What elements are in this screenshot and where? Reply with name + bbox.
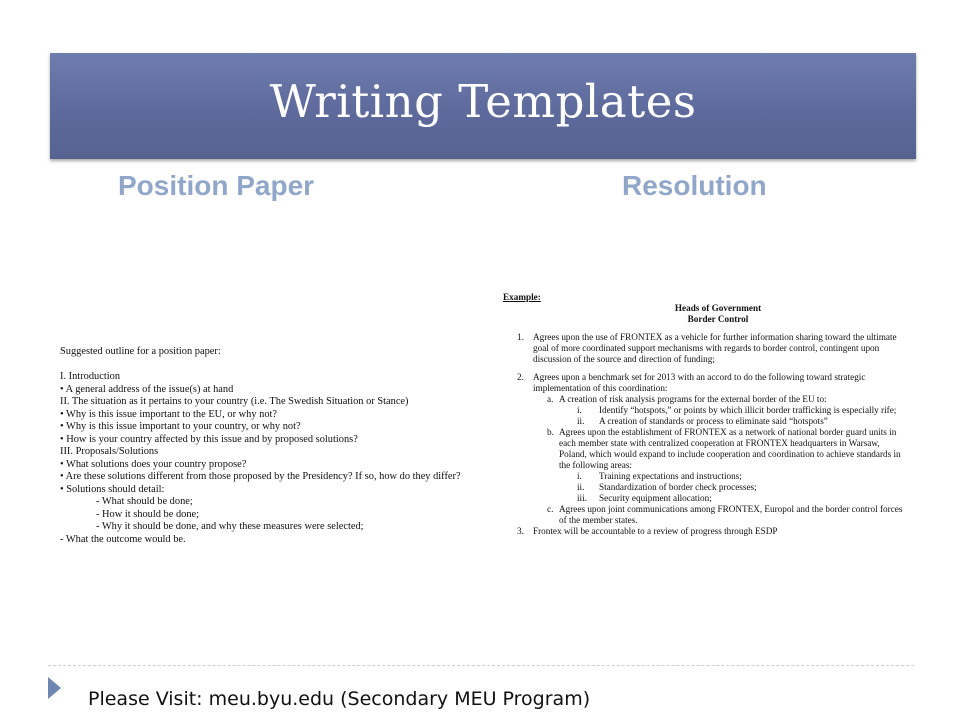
item-number: 3. bbox=[517, 526, 524, 536]
outline-indented-line: - Why it should be done, and why these measures were selected; bbox=[96, 521, 364, 532]
position-paper-outline bbox=[60, 346, 470, 546]
resolution-item bbox=[503, 526, 903, 537]
subsubitem-numeral: ii. bbox=[577, 416, 585, 426]
title-bar bbox=[50, 53, 916, 159]
subsubitem-text: A creation of standards or process to eliminate said “hotspots” bbox=[599, 416, 828, 426]
subsubitem-text: Standardization of border check processes; bbox=[599, 482, 757, 492]
subsubitem-numeral: i. bbox=[577, 405, 582, 415]
example-label: Example: bbox=[503, 292, 541, 302]
item-text: Frontex will be accountable to a review of progress through ESDP bbox=[533, 526, 778, 536]
subitem-text: A creation of risk analysis programs for the external border of the EU to: bbox=[559, 394, 827, 404]
footer-divider bbox=[48, 665, 914, 666]
resolution-subsubitem bbox=[503, 482, 903, 493]
position-paper-heading: Position Paper bbox=[118, 170, 315, 201]
item-text: Agrees upon a benchmark set for 2013 with an accord to do the following toward strategic implementation of this coordination: bbox=[533, 372, 866, 393]
outline-line: • Why is this issue important to the EU, or why not? bbox=[60, 408, 278, 420]
resolution-item bbox=[503, 332, 903, 365]
outline-line: III. Proposals/Solutions bbox=[60, 446, 159, 457]
resolution-heading-2: Border Control bbox=[687, 314, 749, 324]
subsubitem-text: Identify “hotspots,” or points by which illicit border trafficking is especially rife; bbox=[599, 405, 897, 415]
subitem-text: Agrees upon the establishment of FRONTEX as a network of national border guard units in each member state with centralized cooperation at FRONTEX headquarters in Warsaw, Poland, which would expand to include cooperation and coordination to achieve standards in the following areas: bbox=[559, 427, 901, 470]
outline-closing: - What the outcome would be. bbox=[60, 533, 186, 545]
subitem-text: Agrees upon joint communications among FRONTEX, Europol and the border control forces of the member states. bbox=[559, 504, 903, 525]
subitem-letter: a. bbox=[547, 394, 554, 404]
outline-line: • Solutions should detail: bbox=[60, 483, 165, 495]
outline-line: II. The situation as it pertains to your country (i.e. The Swedish Situation or Stance) bbox=[60, 396, 409, 407]
item-number: 2. bbox=[517, 372, 524, 382]
subsubitem-text: Security equipment allocation; bbox=[599, 493, 712, 503]
outline-indented-line: - How it should be done; bbox=[96, 508, 200, 520]
subitem-letter: c. bbox=[547, 504, 554, 514]
resolution-heading: Resolution bbox=[622, 170, 767, 201]
outline-intro: Suggested outline for a position paper: bbox=[60, 346, 221, 357]
outline-indented-line: - What should be done; bbox=[96, 496, 193, 507]
outline-line: • A general address of the issue(s) at hand bbox=[60, 383, 234, 395]
resolution-subsubitem bbox=[503, 405, 903, 416]
subsubitem-numeral: i. bbox=[577, 471, 582, 481]
item-number: 1. bbox=[517, 332, 524, 342]
footer-link-text: Please Visit: meu.byu.edu (Secondary MEU Program) bbox=[88, 688, 591, 710]
resolution-subsubitem bbox=[503, 493, 903, 504]
item-text: Agrees upon the use of FRONTEX as a vehicle for further information sharing toward the ultimate goal of more coordinated support mechanisms with regards to border control, contingent upon discussion of the source and direction of funding; bbox=[533, 332, 897, 364]
subsubitem-numeral: iii. bbox=[577, 493, 587, 503]
resolution-subitem bbox=[503, 394, 903, 405]
resolution-item bbox=[503, 372, 903, 394]
outline-line: • How is your country affected by this issue and by proposed solutions? bbox=[60, 433, 358, 445]
resolution-subitem bbox=[503, 504, 903, 526]
resolution-example bbox=[503, 292, 903, 537]
subitem-letter: b. bbox=[547, 427, 554, 437]
outline-line: • Why is this issue important to your country, or why not? bbox=[60, 421, 301, 432]
triangle-right-icon bbox=[48, 677, 61, 699]
resolution-heading-1: Heads of Government bbox=[674, 303, 762, 313]
slide-title: Writing Templates bbox=[269, 75, 697, 128]
resolution-subitem bbox=[503, 427, 903, 471]
outline-line: • Are these solutions different from those proposed by the Presidency? If so, how do they differ? bbox=[60, 471, 461, 482]
outline-line: • What solutions does your country propose? bbox=[60, 458, 247, 470]
resolution-subsubitem bbox=[503, 416, 903, 427]
subsubitem-numeral: ii. bbox=[577, 482, 585, 492]
resolution-subsubitem bbox=[503, 471, 903, 482]
outline-line: I. Introduction bbox=[60, 371, 121, 382]
subsubitem-text: Training expectations and instructions; bbox=[599, 471, 742, 481]
